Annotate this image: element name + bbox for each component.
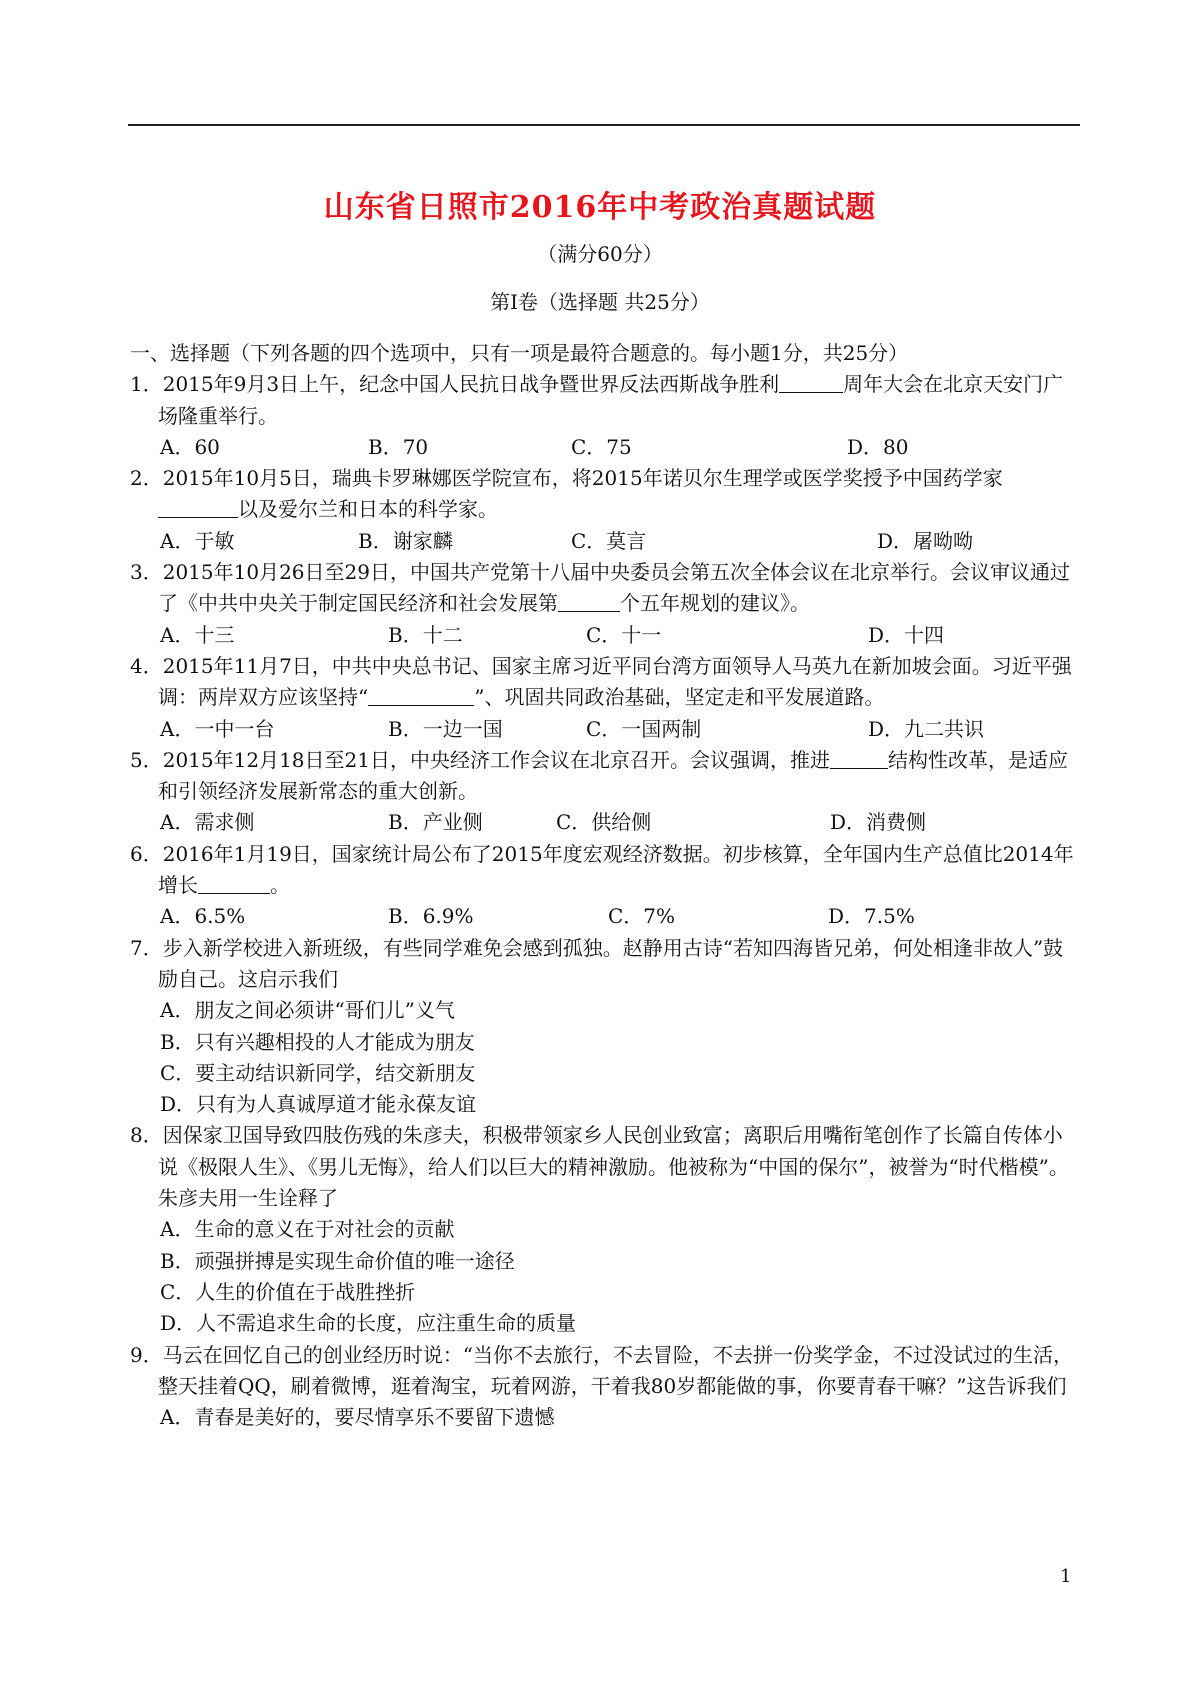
- option-d: D．九二共识: [868, 716, 985, 741]
- answer-blank: [158, 497, 238, 518]
- stem-text: 4．2015年11月7日，中共中央总书记、国家主席习近平同台湾方面领导人马英九在新加坡会面。习近平强调：两岸双方应该坚持“: [130, 653, 1072, 710]
- volume-heading: 第I卷（选择题 共25分）: [490, 290, 710, 314]
- option-d: D．屠呦呦: [877, 528, 974, 553]
- option-d: D．消费侧: [830, 810, 927, 835]
- option-d: D．7.5%: [828, 904, 915, 929]
- stem-text: 结构性改革，是适应和引领经济发展新常态的重大创新。: [158, 747, 1068, 804]
- options-row: [130, 526, 1082, 557]
- question-stem: [130, 557, 1082, 620]
- option-d: D．人不需追求生命的长度，应注重生命的质量: [160, 1311, 577, 1336]
- exam-full-score: （满分60分）: [537, 242, 663, 266]
- answer-blank: [558, 591, 620, 612]
- option-d: D．十四: [868, 622, 945, 647]
- option-b: B．顽强拼搏是实现生命价值的唯一途径: [160, 1248, 515, 1273]
- stem-text: 2．2015年10月5日，瑞典卡罗琳娜医学院宣布，将2015年诺贝尔生理学或医学奖授予中国药学家: [130, 466, 1003, 491]
- question-stem: [130, 839, 1082, 902]
- option-b: B．70: [368, 434, 429, 459]
- option-b: B．只有兴趣相投的人才能成为朋友: [160, 1029, 475, 1054]
- question-stem: [130, 463, 1082, 526]
- option-b: B．产业侧: [388, 810, 483, 835]
- option-c: C．莫言: [571, 528, 647, 553]
- option-a: A．一中一台: [160, 716, 275, 741]
- option-a: A．生命的意义在于对社会的贡献: [160, 1217, 455, 1242]
- question-stem: 9．马云在回忆自己的创业经历时说：“当你不去旅行，不去冒险，不去拼一份奖学金，不过没试过的生活，整天挂着QQ，刷着微博，逛着淘宝，玩着网游，干着我80岁都能做的事，你要青春干嘛？”这告诉我们: [130, 1342, 1073, 1398]
- options-row: [130, 432, 1082, 463]
- option-b: B．十二: [388, 622, 463, 647]
- header-rule: [128, 124, 1080, 126]
- section-instruction: 一、选择题（下列各题的四个选项中，只有一项是最符合题意的。每小题1分，共25分）: [130, 341, 909, 365]
- answer-blank: [779, 372, 843, 393]
- question-stem: [130, 745, 1082, 808]
- question-7: [130, 933, 1082, 1121]
- option-c: C．7%: [608, 904, 676, 929]
- stem-text: 周年大会在北京天安门广场隆重举行。: [158, 372, 1064, 428]
- question-4: [130, 651, 1082, 745]
- stem-text: 1．2015年9月3日上午，纪念中国人民抗日战争暨世界反法西斯战争胜利: [130, 372, 780, 397]
- exam-title: 山东省日照市2016年中考政治真题试题: [323, 190, 877, 225]
- exam-content: [130, 338, 1082, 1433]
- option-c: C．要主动结识新同学，结交新朋友: [160, 1060, 476, 1085]
- question-1: [130, 369, 1082, 463]
- stem-text: ”、巩固共同政治基础，坚定走和平发展道路。: [474, 685, 885, 710]
- option-c: C．人生的价值在于战胜挫折: [160, 1279, 416, 1304]
- stem-text: 3．2015年10月26日至29日，中国共产党第十八届中央委员会第五次全体会议在北京举行。会议审议通过了《中共中央关于制定国民经济和社会发展第: [130, 560, 1070, 616]
- question-6: [130, 839, 1082, 933]
- stem-text: 个五年规划的建议》。: [620, 591, 810, 616]
- option-a: A．于敏: [160, 528, 235, 553]
- option-a: A．朋友之间必须讲“哥们儿”义气: [160, 998, 455, 1023]
- question-5: [130, 745, 1082, 839]
- question-stem: [130, 651, 1082, 714]
- stem-text: 。: [270, 873, 290, 898]
- options-row: [130, 807, 1082, 838]
- question-2: [130, 463, 1082, 557]
- stem-text: 以及爱尔兰和日本的科学家。: [238, 497, 498, 522]
- option-a: A．60: [160, 434, 220, 459]
- options-row: [130, 620, 1082, 651]
- option-a: A．青春是美好的，要尽情享乐不要留下遗憾: [160, 1405, 555, 1430]
- option-a: A．十三: [160, 622, 235, 647]
- option-c: C．75: [571, 434, 632, 459]
- option-c: C．供给侧: [556, 810, 652, 835]
- question-9: [130, 1340, 1082, 1434]
- stem-text: 5．2015年12月18日至21日，中央经济工作会议在北京召开。会议强调，推进: [130, 747, 830, 772]
- option-d: D．只有为人真诚厚道才能永葆友谊: [160, 1092, 477, 1117]
- option-a: A．6.5%: [160, 904, 246, 929]
- options-row: [130, 714, 1082, 745]
- option-c: C．十一: [586, 622, 662, 647]
- question-3: [130, 557, 1082, 651]
- answer-blank: [368, 685, 474, 706]
- question-stem: 8．因保家卫国导致四肢伤残的朱彦夫，积极带领家乡人民创业致富；离职后用嘴衔笔创作了长篇自传体小说《极限人生》、《男儿无悔》，给人们以巨大的精神激励。他被称为“中国的保尔”，被誉为“时代楷模”。朱彦夫用一生诠释了: [130, 1123, 1069, 1211]
- question-8: [130, 1120, 1082, 1339]
- page-number: 1: [1060, 1566, 1072, 1587]
- option-a: A．需求侧: [160, 810, 255, 835]
- option-c: C．一国两制: [586, 716, 702, 741]
- option-b: B．一边一国: [388, 716, 503, 741]
- answer-blank: [830, 748, 888, 769]
- stem-text: 6．2016年1月19日，国家统计局公布了2015年度宏观经济数据。初步核算，全年国内生产总值比2014年增长: [130, 841, 1074, 898]
- option-d: D．80: [847, 434, 909, 459]
- option-b: B．谢家麟: [358, 528, 453, 553]
- answer-blank: [198, 873, 270, 894]
- option-b: B．6.9%: [388, 904, 474, 929]
- options-row: [130, 901, 1082, 932]
- question-stem: [130, 369, 1082, 432]
- question-stem: 7．步入新学校进入新班级，有些同学难免会感到孤独。赵静用古诗“若知四海皆兄弟，何处相逢非故人”鼓励自己。这启示我们: [130, 935, 1064, 991]
